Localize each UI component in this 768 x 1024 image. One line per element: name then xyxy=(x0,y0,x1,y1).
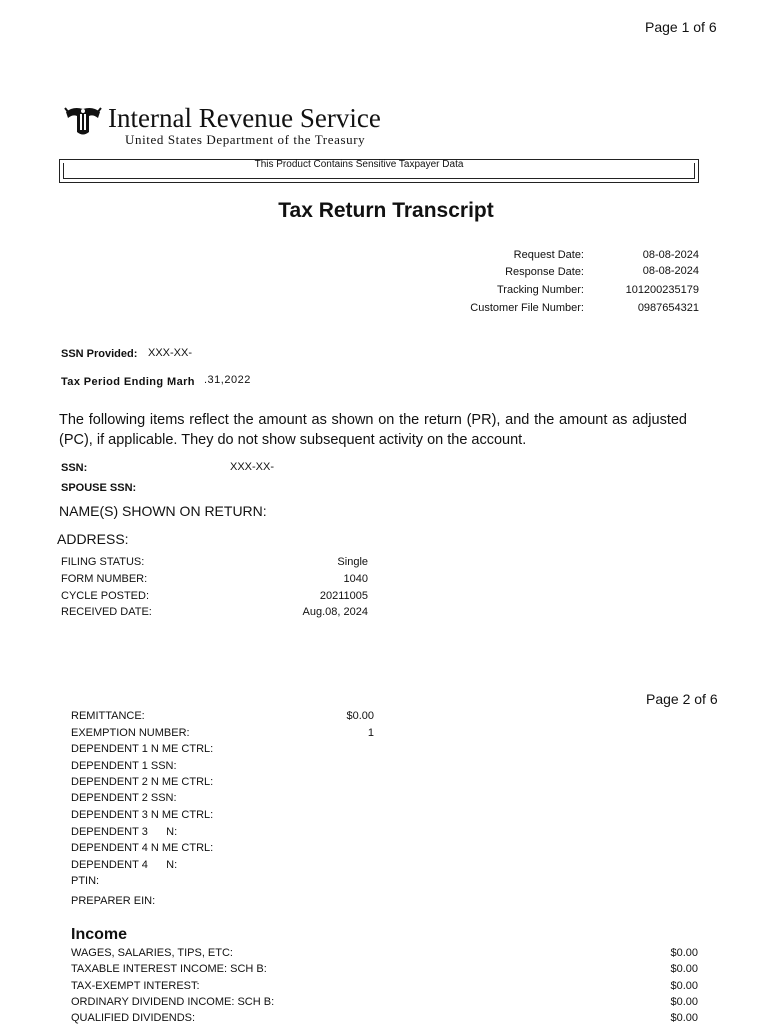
filing-status-label: FILING STATUS: xyxy=(61,556,145,568)
ssn-provided-label: SSN Provided: xyxy=(61,348,138,360)
dependent-2-ssn-label: DEPENDENT 2 SSN: xyxy=(71,792,177,804)
taxable-interest-label: TAXABLE INTEREST INCOME: SCH B: xyxy=(71,963,267,975)
preparer-ein-label: PREPARER EIN: xyxy=(71,895,156,907)
received-date-label: RECEIVED DATE: xyxy=(61,606,152,618)
dependent-4-ssn-label: DEPENDENT 4 N: xyxy=(71,859,178,871)
dependent-1-ssn-label: DEPENDENT 1 SSN: xyxy=(71,760,177,772)
page-number: Page 1 of 6 xyxy=(645,19,717,35)
ptin-label: PTIN: xyxy=(71,875,100,887)
ordinary-dividend-label: ORDINARY DIVIDEND INCOME: SCH B: xyxy=(71,996,275,1008)
dependent-2-name-ctrl-label: DEPENDENT 2 N ME CTRL: xyxy=(71,776,214,788)
customer-file-number-value: 0987654321 xyxy=(637,302,699,314)
ssn-value: XXX-XX- xyxy=(230,461,275,473)
cycle-posted-label: CYCLE POSTED: xyxy=(61,590,150,602)
wages-label: WAGES, SALARIES, TIPS, ETC: xyxy=(71,947,233,959)
dependent-4-name-ctrl-label: DEPENDENT 4 N ME CTRL: xyxy=(71,842,214,854)
dependent-3-ssn-label: DEPENDENT 3 N: xyxy=(71,826,178,838)
tracking-number-label: Tracking Number: xyxy=(496,284,584,296)
sensitive-data-banner xyxy=(59,159,699,183)
request-date-label: Request Date: xyxy=(513,249,584,261)
spouse-ssn-label: SPOUSE SSN: xyxy=(61,482,137,494)
page-number: Page 2 of 6 xyxy=(646,691,718,707)
request-date-value: 08-08-2024 xyxy=(642,249,699,261)
ssn-label: SSN: xyxy=(61,462,88,474)
response-date-value: 08-08-2024 xyxy=(642,265,699,277)
tax-period-label: Tax Period Ending Marh xyxy=(61,376,195,388)
intro-paragraph: The following items reflect the amount as shown on the return (PR), and the amount as adjusted (PC), if applicable. They do not show subsequent activity on the account. xyxy=(59,412,687,448)
dependent-3-name-ctrl-label: DEPENDENT 3 N ME CTRL: xyxy=(71,809,214,821)
dependent-1-name-ctrl-label: DEPENDENT 1 N ME CTRL: xyxy=(71,743,214,755)
address-label: ADDRESS: xyxy=(57,531,129,547)
department-name: United States Department of the Treasury xyxy=(125,132,366,147)
tax-exempt-interest-label: TAX-EXEMPT INTEREST: xyxy=(71,980,200,992)
remittance-value: $0.00 xyxy=(346,710,374,722)
exemption-number-value: 1 xyxy=(367,727,374,739)
tracking-number-value: 101200235179 xyxy=(625,284,699,296)
taxable-interest-value: $0.00 xyxy=(670,963,698,975)
customer-file-number-label: Customer File Number: xyxy=(470,302,584,314)
filing-status-value: Single xyxy=(337,556,368,568)
agency-name: Internal Revenue Service xyxy=(108,103,381,133)
irs-eagle-logo-icon xyxy=(63,104,103,138)
remittance-label: REMITTANCE: xyxy=(71,710,145,722)
names-on-return-label: NAME(S) SHOWN ON RETURN: xyxy=(59,503,267,519)
received-date-value: Aug.08, 2024 xyxy=(302,606,368,618)
tax-period-value: .31,2022 xyxy=(204,374,251,386)
qualified-dividends-label: QUALIFIED DIVIDENDS: xyxy=(71,1012,196,1024)
ssn-provided-value: XXX-XX- xyxy=(148,347,193,359)
income-heading: Income xyxy=(71,926,128,943)
exemption-number-label: EXEMPTION NUMBER: xyxy=(71,727,190,739)
tax-exempt-interest-value: $0.00 xyxy=(670,980,698,992)
banner-text: This Product Contains Sensitive Taxpayer Data xyxy=(254,159,464,170)
cycle-posted-value: 20211005 xyxy=(319,590,368,602)
form-number-value: 1040 xyxy=(343,573,368,585)
response-date-label: Response Date: xyxy=(505,266,584,278)
form-number-label: FORM NUMBER: xyxy=(61,573,148,585)
qualified-dividends-value: $0.00 xyxy=(670,1012,698,1024)
document-title: Tax Return Transcript xyxy=(278,199,494,222)
wages-value: $0.00 xyxy=(670,947,698,959)
ordinary-dividend-value: $0.00 xyxy=(670,996,698,1008)
